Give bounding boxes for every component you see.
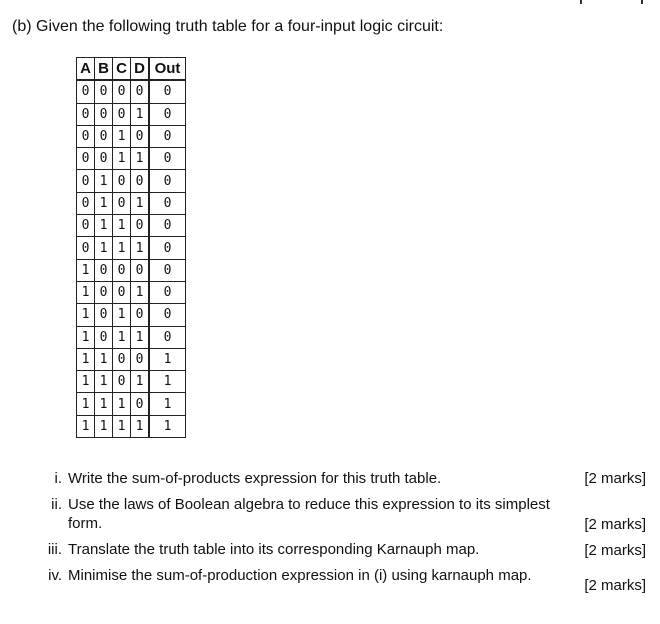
truth-table-header-row bbox=[77, 58, 186, 81]
truth-table-row bbox=[77, 348, 186, 370]
input-cell: 1 bbox=[95, 237, 113, 259]
input-cell: 1 bbox=[113, 326, 131, 348]
header-a: A bbox=[77, 58, 95, 81]
input-cell: 1 bbox=[95, 170, 113, 192]
question-i bbox=[40, 469, 580, 489]
input-cell: 1 bbox=[131, 415, 150, 437]
output-cell: 0 bbox=[149, 215, 186, 237]
question-iv bbox=[40, 566, 580, 586]
input-cell: 0 bbox=[131, 259, 150, 281]
input-cell: 1 bbox=[113, 304, 131, 326]
page-corner-mark-left bbox=[580, 0, 582, 4]
truth-table-row bbox=[77, 125, 186, 147]
input-cell: 1 bbox=[113, 237, 131, 259]
input-cell: 0 bbox=[95, 103, 113, 125]
truth-table-row bbox=[77, 103, 186, 125]
input-cell: 1 bbox=[113, 393, 131, 415]
input-cell: 1 bbox=[77, 259, 95, 281]
output-cell: 0 bbox=[149, 237, 186, 259]
input-cell: 0 bbox=[77, 80, 95, 103]
truth-table-body bbox=[77, 80, 186, 437]
question-text: Use the laws of Boolean algebra to reduce this expression to its simplest bbox=[68, 496, 550, 513]
input-cell: 1 bbox=[95, 348, 113, 370]
question-number: ii. bbox=[51, 496, 62, 513]
input-cell: 0 bbox=[95, 281, 113, 303]
output-cell: 0 bbox=[149, 192, 186, 214]
input-cell: 0 bbox=[77, 125, 95, 147]
truth-table-row bbox=[77, 415, 186, 437]
input-cell: 0 bbox=[77, 170, 95, 192]
input-cell: 0 bbox=[77, 215, 95, 237]
input-cell: 1 bbox=[131, 326, 150, 348]
input-cell: 0 bbox=[113, 192, 131, 214]
truth-table-row bbox=[77, 215, 186, 237]
input-cell: 0 bbox=[131, 125, 150, 147]
input-cell: 0 bbox=[95, 326, 113, 348]
truth-table-row bbox=[77, 192, 186, 214]
input-cell: 0 bbox=[95, 80, 113, 103]
input-cell: 0 bbox=[113, 348, 131, 370]
input-cell: 1 bbox=[113, 148, 131, 170]
question-text-continued: form. bbox=[68, 515, 103, 532]
input-cell: 0 bbox=[131, 215, 150, 237]
input-cell: 1 bbox=[131, 103, 150, 125]
output-cell: 1 bbox=[149, 371, 186, 393]
marks-iv: [2 marks] bbox=[584, 577, 646, 594]
header-c: C bbox=[113, 58, 131, 81]
input-cell: 0 bbox=[131, 80, 150, 103]
input-cell: 0 bbox=[95, 259, 113, 281]
input-cell: 1 bbox=[131, 148, 150, 170]
input-cell: 0 bbox=[131, 304, 150, 326]
input-cell: 1 bbox=[77, 415, 95, 437]
output-cell: 1 bbox=[149, 415, 186, 437]
header-b: B bbox=[95, 58, 113, 81]
question-heading: (b) Given the following truth table for a four-input logic circuit: bbox=[12, 18, 444, 35]
input-cell: 1 bbox=[113, 125, 131, 147]
output-cell: 0 bbox=[149, 125, 186, 147]
question-iii bbox=[40, 540, 580, 560]
input-cell: 1 bbox=[77, 348, 95, 370]
input-cell: 1 bbox=[131, 281, 150, 303]
output-cell: 0 bbox=[149, 304, 186, 326]
truth-table-row bbox=[77, 237, 186, 259]
input-cell: 0 bbox=[113, 281, 131, 303]
input-cell: 1 bbox=[95, 192, 113, 214]
truth-table-row bbox=[77, 371, 186, 393]
input-cell: 1 bbox=[77, 281, 95, 303]
input-cell: 1 bbox=[131, 371, 150, 393]
header-d: D bbox=[131, 58, 150, 81]
input-cell: 1 bbox=[77, 326, 95, 348]
input-cell: 0 bbox=[131, 393, 150, 415]
input-cell: 1 bbox=[113, 415, 131, 437]
question-text: Minimise the sum-of-production expression in (i) using karnauph map. bbox=[68, 567, 532, 584]
output-cell: 0 bbox=[149, 103, 186, 125]
question-text: Write the sum-of-products expression for this truth table. bbox=[68, 470, 442, 487]
truth-table bbox=[76, 57, 186, 438]
question-number: i. bbox=[54, 470, 62, 487]
question-number: iv. bbox=[48, 567, 62, 584]
input-cell: 0 bbox=[131, 348, 150, 370]
output-cell: 1 bbox=[149, 393, 186, 415]
truth-table-row bbox=[77, 304, 186, 326]
truth-table-row bbox=[77, 170, 186, 192]
header-out: Out bbox=[149, 58, 186, 81]
input-cell: 1 bbox=[95, 215, 113, 237]
marks-iii: [2 marks] bbox=[584, 542, 646, 559]
question-number: iii. bbox=[47, 541, 62, 558]
output-cell: 0 bbox=[149, 80, 186, 103]
input-cell: 0 bbox=[113, 170, 131, 192]
truth-table-row bbox=[77, 281, 186, 303]
output-cell: 0 bbox=[149, 281, 186, 303]
truth-table-row bbox=[77, 326, 186, 348]
input-cell: 1 bbox=[95, 393, 113, 415]
marks-i: [2 marks] bbox=[584, 470, 646, 487]
input-cell: 0 bbox=[77, 237, 95, 259]
input-cell: 0 bbox=[113, 80, 131, 103]
input-cell: 0 bbox=[95, 148, 113, 170]
output-cell: 0 bbox=[149, 259, 186, 281]
input-cell: 1 bbox=[95, 371, 113, 393]
input-cell: 1 bbox=[77, 371, 95, 393]
truth-table-row bbox=[77, 259, 186, 281]
output-cell: 0 bbox=[149, 170, 186, 192]
output-cell: 0 bbox=[149, 148, 186, 170]
input-cell: 0 bbox=[77, 103, 95, 125]
question-ii bbox=[40, 495, 580, 535]
input-cell: 0 bbox=[131, 170, 150, 192]
input-cell: 0 bbox=[113, 371, 131, 393]
input-cell: 1 bbox=[95, 415, 113, 437]
input-cell: 1 bbox=[77, 393, 95, 415]
input-cell: 1 bbox=[113, 215, 131, 237]
input-cell: 0 bbox=[113, 259, 131, 281]
input-cell: 0 bbox=[77, 192, 95, 214]
output-cell: 0 bbox=[149, 326, 186, 348]
input-cell: 1 bbox=[77, 304, 95, 326]
input-cell: 0 bbox=[95, 304, 113, 326]
truth-table-row bbox=[77, 148, 186, 170]
truth-table-row bbox=[77, 393, 186, 415]
input-cell: 1 bbox=[131, 192, 150, 214]
input-cell: 0 bbox=[77, 148, 95, 170]
marks-ii: [2 marks] bbox=[584, 516, 646, 533]
input-cell: 1 bbox=[131, 237, 150, 259]
page-corner-mark-right bbox=[641, 0, 643, 4]
truth-table-row bbox=[77, 80, 186, 103]
question-text: Translate the truth table into its corresponding Karnauph map. bbox=[68, 541, 480, 558]
output-cell: 1 bbox=[149, 348, 186, 370]
input-cell: 0 bbox=[95, 125, 113, 147]
input-cell: 0 bbox=[113, 103, 131, 125]
